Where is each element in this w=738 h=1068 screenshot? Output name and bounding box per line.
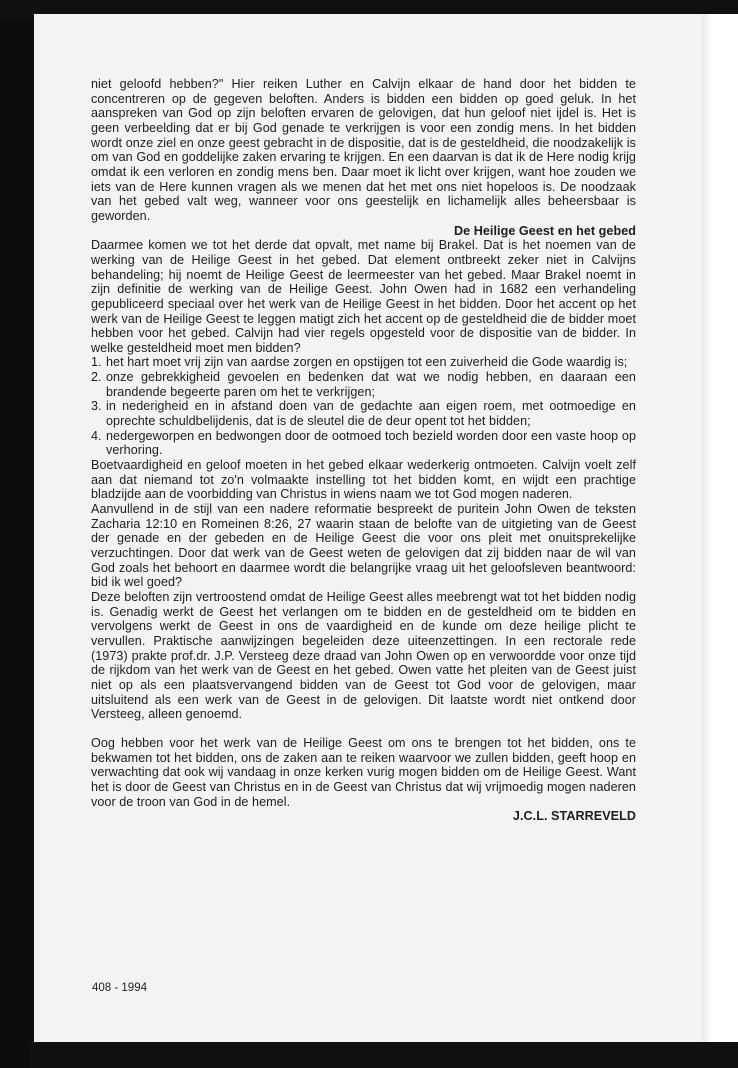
paragraph-3: Boetvaardigheid en geloof moeten in het gebed elkaar wederkerig ontmoeten. Calvijn voelt zelf aan dat niemand tot zo'n volmaakte instelling tot het bidden komt, en wijdt een prachtige bladzijde aan de voorbidding van Christus in wiens naam we tot God mogen naderen. xyxy=(91,458,636,502)
list-number: 2. xyxy=(91,370,102,385)
scan-border-left xyxy=(0,0,34,1068)
list-text: in nederigheid en in afstand doen van de gedachte aan eigen roem, met ootmoedige en oprechte schuldbelijdenis, dat is de sleutel die de deur opent tot het bidden; xyxy=(106,399,636,429)
paragraph-5: Deze beloften zijn vertroostend omdat de Heilige Geest alles meebrengt wat tot het bidden nodig is. Genadig werkt de Geest het verlangen om te bidden en de gesteldheid om te bidden en vervolgens werkt de Geest in ons de vaardigheid en de kunde om deze heilige plicht te vervullen. Praktische aanwijzingen begeleiden deze uiteenzettingen. In een rectorale rede (1973) prakte prof.dr. J.P. Versteeg deze draad van John Owen op en verwoordde voor onze tijd de rijkdom van het werk van de Geest en het gebed. Owen vatte het pleiten van de Geest juist niet op als een plaatsvervangend bidden van de Geest tot God voor de gelovigen, maar uitsluitend als een werk van de Geest in de gelovigen. Dit laatste wordt niet ontkend door Versteeg, alleen genoemd. xyxy=(91,589,636,722)
list-text: het hart moet vrij zijn van aardse zorgen en opstijgen tot een zuiverheid die Gode waardig is; xyxy=(106,355,628,370)
paragraph-2: Daarmee komen we tot het derde dat opvalt, met name bij Brakel. Dat is het noemen van de werking van de Heilige Geest in het gebed. Dat element ontbreekt zeker niet in Calvijns behandeling; hij noemt de Heilige Geest de leermeester van het gebed. Maar Brakel noemt in zijn definitie de werking van de Heilige Geest. John Owen had in 1682 een verhandeling gepubliceerd speciaal over het werk van de Heilige Geest in het bidden. Door het accent op het werk van de Heilige Geest te leggen matigt zich het accent op de gesteldheid die de bidder moet hebben voor het gebed. Calvijn had vier regels opgesteld voor de dispositie van de bidder. In welke gesteldheid moet men bidden? xyxy=(91,238,636,355)
page-edge xyxy=(702,14,738,1044)
list-item xyxy=(91,355,636,370)
prayer-rules-list xyxy=(91,355,636,458)
list-number: 4. xyxy=(91,428,102,443)
section-heading: De Heilige Geest en het gebed xyxy=(453,223,636,238)
list-item xyxy=(91,429,636,458)
author-signature: J.C.L. STARREVELD xyxy=(512,809,636,824)
scan-border-bottom xyxy=(30,1042,738,1068)
list-text: nedergeworpen en bedwongen door de ootmoed toch bezield worden door een vaste hoop op verhoring. xyxy=(106,428,636,458)
list-number: 1. xyxy=(91,355,102,370)
list-item xyxy=(91,399,636,428)
paragraph-6: Oog hebben voor het werk van de Heilige Geest om ons te brengen tot het bidden, ons te bekwamen tot het bidden, ons de zaken aan te reiken waarvoor we zullen bidden, geeft hoop en verwachting dat ook wij vandaag in onze kerken vurig mogen bidden om de Heilige Geest. Want het is door de Geest van Christus en in de Geest van Christus dat wij vrijmoedig mogen naderen voor de troon van God in de hemel. xyxy=(91,735,636,809)
paragraph-1: niet geloofd hebben?" Hier reiken Luther en Calvijn elkaar de hand door het bidden te concentreren op de gegeven beloften. Anders is bidden een bidden op goed geluk. In het aanspreken van God op zijn beloften ervaren de gelovigen, dat hun geloof niet ijdel is. Het is geen verbeelding dat er bij God genade te verkrijgen is voor een zondig mens. In het bidden wordt onze ziel en onze geest gebracht in de dispositie, dat is de gesteldheid, die noodzakelijk is om van God en goddelijke zaken ervaring te krijgen. En een daarvan is dat ik de Here nodig krijg omdat ik een verloren en zondig mens ben. Daar moet ik licht over krijgen, want hoe zouden we iets van de Here kunnen vragen als we menen dat het met ons niet hopeloos is. De noodzaak van het gebed valt weg, wanneer voor ons geestelijk en lichamelijk alles beheersbaar is geworden. xyxy=(91,77,636,223)
list-item xyxy=(91,370,636,399)
list-number: 3. xyxy=(91,399,102,414)
page-footer: 408 - 1994 xyxy=(92,982,147,994)
paragraph-4: Aanvullend in de stijl van een nadere reformatie bespreekt de puritein John Owen de teksten Zacharia 12:10 en Romeinen 8:26, 27 waarin staan de belofte van de uitgieting van de Geest der genade en der gebeden en de Heilige Geest die voor ons pleit met onuitsprekelijke verzuchtingen. Door dat werk van de Geest weten de gelovigen dat zij bidden naar de wil van God zoals het behoort en daarmee wordt die belangrijke vraag uit het geloofsleven beantwoord: bid ik wel goed? xyxy=(91,502,636,590)
paragraph-gap xyxy=(91,722,636,736)
article-body xyxy=(91,77,636,824)
list-text: onze gebrekkigheid gevoelen en bedenken dat wat we nodig hebben, en daaraan een brandende begeerte paren om het te verkrijgen; xyxy=(106,370,636,399)
